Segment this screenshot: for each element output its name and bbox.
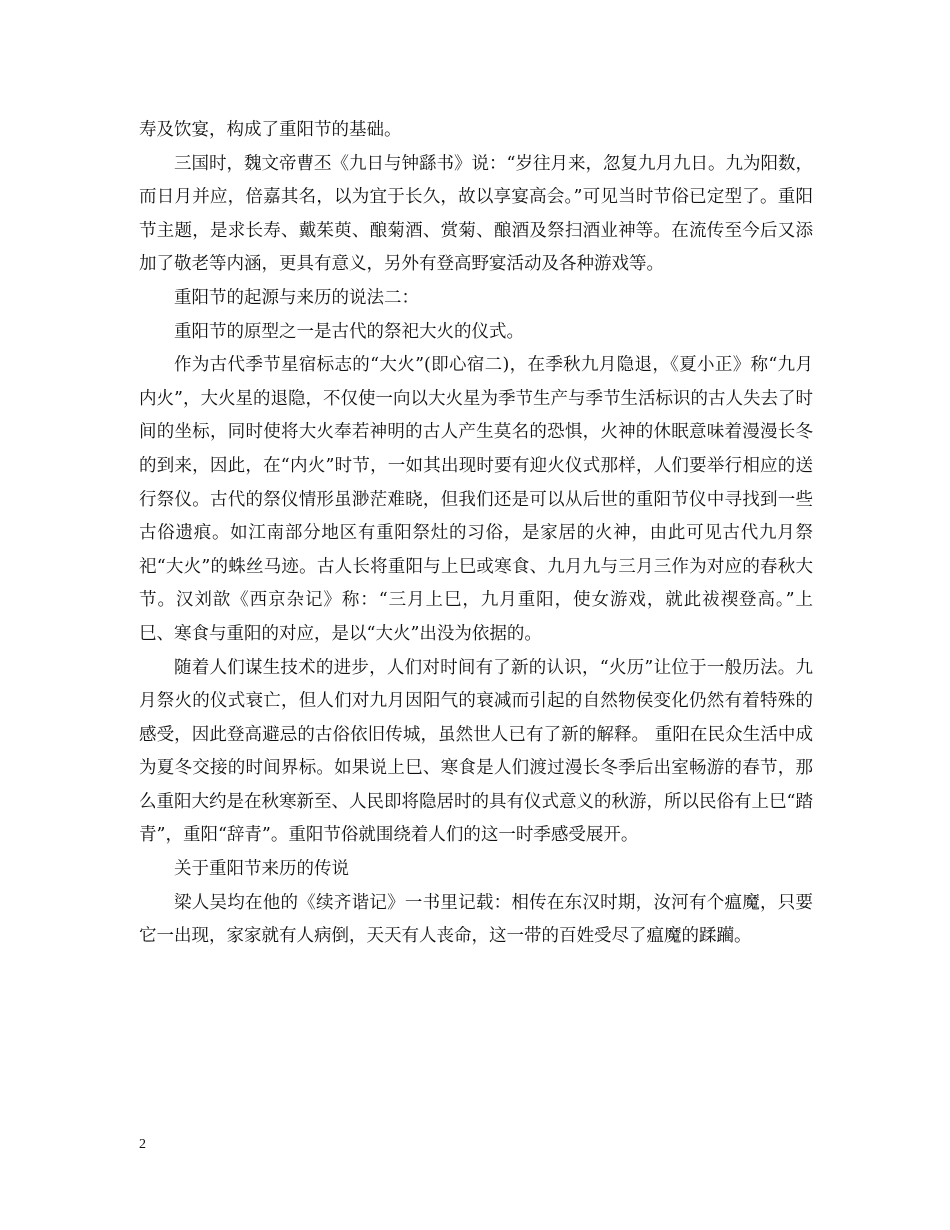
paragraph: 重阳节的原型之一是古代的祭祀大火的仪式。 <box>174 321 524 342</box>
section-heading: 关于重阳节来历的传说 <box>174 859 349 880</box>
paragraph: 随着人们谋生技术的进步，人们对时间有了新的认识，“火历”让位于一般历法。九月祭火的仪式衰亡，但人们对九月因阳气的衰减而引起的自然物侯变化仍然有着特殊的感受，因此登高避忌的古俗依旧传城，虽然世人已有了新的解释。 重阳在民众生活中成为夏冬交接的时间界标。如果说上巳、寒食是人们渡过漫长冬季后出室畅游的春节，那么重阳大约是在秋寒新至、人民即将隐居时的具有仪式意义的秋游，所以民俗有上巳“踏青”，重阳“辞青”。重阳节俗就围绕着人们的这一时季感受展开。 <box>139 657 813 846</box>
page-number: 2 <box>139 1137 146 1152</box>
paragraph: 三国时，魏文帝曹丕《九日与钟繇书》说：“岁往月来，忽复九月九日。九为阳数，而日月并应，倍嘉其名，以为宜于长久，故以享宴高会。”可见当时节俗已定型了。重阳节主题，是求长寿、戴茱萸、酿菊酒、赏菊、酿酒及祭扫酒业神等。在流传至今后又添加了敬老等内涵，更具有意义，另外有登高野宴活动及各种游戏等。 <box>139 153 813 275</box>
paragraph: 梁人吴均在他的《续齐谐记》一书里记载：相传在东汉时期，汝河有个瘟魔，只要它一出现，家家就有人病倒，天天有人丧命，这一带的百姓受尽了瘟魔的蹂躏。 <box>139 892 813 947</box>
paragraph: 重阳节的起源与来历的说法二： <box>174 287 419 308</box>
paragraph: 作为古代季节星宿标志的“大火”(即心宿二)，在季秋九月隐退，《夏小正》称“九月内火”，大火星的退隐，不仅使一向以大火星为季节生产与季节生活标识的古人失去了时间的坐标，同时使将大火奉若神明的古人产生莫名的恐惧，火神的休眠意味着漫漫长冬的到来，因此，在“内火”时节，一如其出现时要有迎火仪式那样，人们要举行相应的送行祭仪。古代的祭仪情形虽渺茫难晓，但我们还是可以从后世的重阳节仪中寻找到一些古俗遗痕。如江南部分地区有重阳祭灶的习俗，是家居的火神，由此可见古代九月祭祀“大火”的蛛丝马迹。古人长将重阳与上巳或寒食、九月九与三月三作为对应的春秋大节。汉刘歆《西京杂记》称：“三月上巳，九月重阳，使女游戏，就此祓禊登高。”上巳、寒食与重阳的对应，是以“大火”出没为依据的。 <box>139 355 813 644</box>
document-body <box>139 114 813 954</box>
paragraph: 寿及饮宴，构成了重阳节的基础。 <box>139 120 402 140</box>
